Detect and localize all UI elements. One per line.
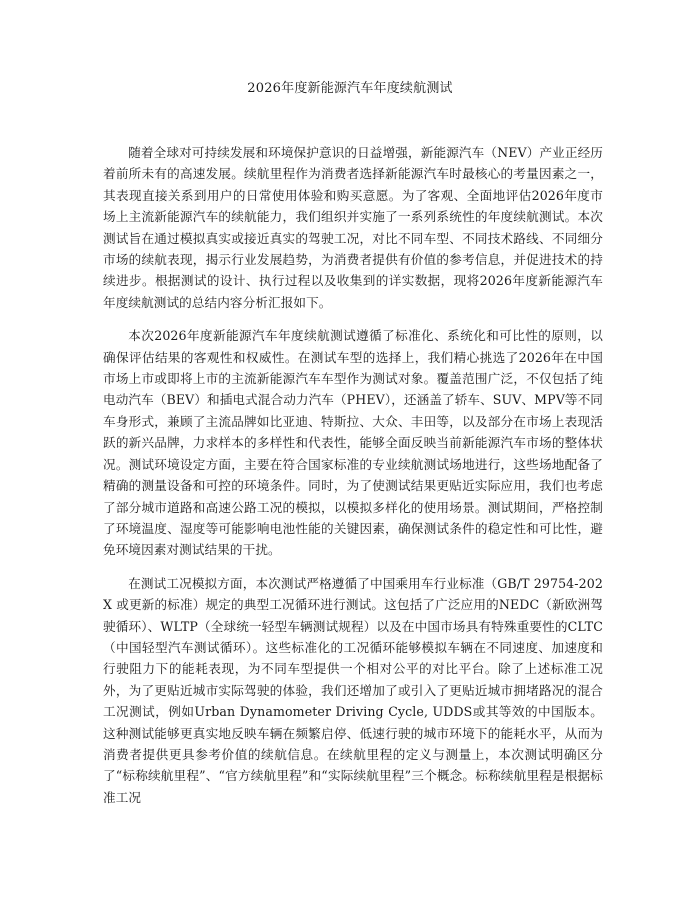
paragraph-test-cycles: 在测试工况模拟方面，本次测试严格遵循了中国乘用车行业标准（GB/T 29754-202X 或更新的标准）规定的典型工况循环进行测试。这包括了广泛应用的NEDC（新欧洲驾驶循环）、WLTP（全球统一轻型车辆测试规程）以及在中国市场具有特殊重要性的CLTC（中国轻型汽车测试循环）。这些标准化的工况循环能够模拟车辆在不同速度、加速度和行驶阻力下的能耗表现，为不同车型提供一个相对公平的对比平台。除了上述标准工况外，为了更贴近城市实际驾驶的体验，我们还增加了或引入了更贴近城市拥堵路况的混合工况测试，例如Urban Dynamometer Driving Cycle, UDDS或其等效的中国版本。这种测试能够更真实地反映车辆在频繁启停、低速行驶的城市环境下的能耗水平，从而为消费者提供更具参考价值的续航信息。在续航里程的定义与测量上，本次测试明确区分了“标称续航里程”、“官方续航里程”和“实际续航里程”三个概念。标称续航里程是根据标准工况: [103, 575, 603, 805]
document-title: 2026年度新能源汽车年度续航测试: [247, 81, 453, 96]
document-body: [103, 142, 603, 820]
paragraph-intro: 随着全球对可持续发展和环境保护意识的日益增强，新能源汽车（NEV）产业正经历着前所未有的高速发展。续航里程作为消费者选择新能源汽车时最核心的考量因素之一，其表现直接关系到用户的日常使用体验和购买意愿。为了客观、全面地评估2026年度市场上主流新能源汽车的续航能力，我们组织并实施了一系列系统性的年度续航测试。本次测试旨在通过模拟真实或接近真实的驾驶工况，对比不同车型、不同技术路线、不同细分市场的续航表现，揭示行业发展趋势，为消费者提供有价值的参考信息，并促进技术的持续进步。根据测试的设计、执行过程以及收集到的详实数据，现将2026年度新能源汽车年度续航测试的总结内容分析汇报如下。: [103, 145, 603, 310]
paragraph-methodology: 本次2026年度新能源汽车年度续航测试遵循了标准化、系统化和可比性的原则，以确保评估结果的客观性和权威性。在测试车型的选择上，我们精心挑选了2026年在中国市场上市或即将上市的主流新能源汽车车型作为测试对象。覆盖范围广泛，不仅包括了纯电动汽车（BEV）和插电式混合动力汽车（PHEV），还涵盖了轿车、SUV、MPV等不同车身形式，兼顾了主流品牌如比亚迪、特斯拉、大众、丰田等，以及部分在市场上表现活跃的新兴品牌，力求样本的多样性和代表性，能够全面反映当前新能源汽车市场的整体状况。测试环境设定方面，主要在符合国家标准的专业续航测试场地进行，这些场地配备了精确的测量设备和可控的环境条件。同时，为了使测试结果更贴近实际应用，我们也考虑了部分城市道路和高速公路工况的模拟，以模拟多样化的使用场景。测试期间，严格控制了环境温度、湿度等可能影响电池性能的关键因素，确保测试条件的稳定性和可比性，避免环境因素对测试结果的干扰。: [103, 328, 603, 558]
